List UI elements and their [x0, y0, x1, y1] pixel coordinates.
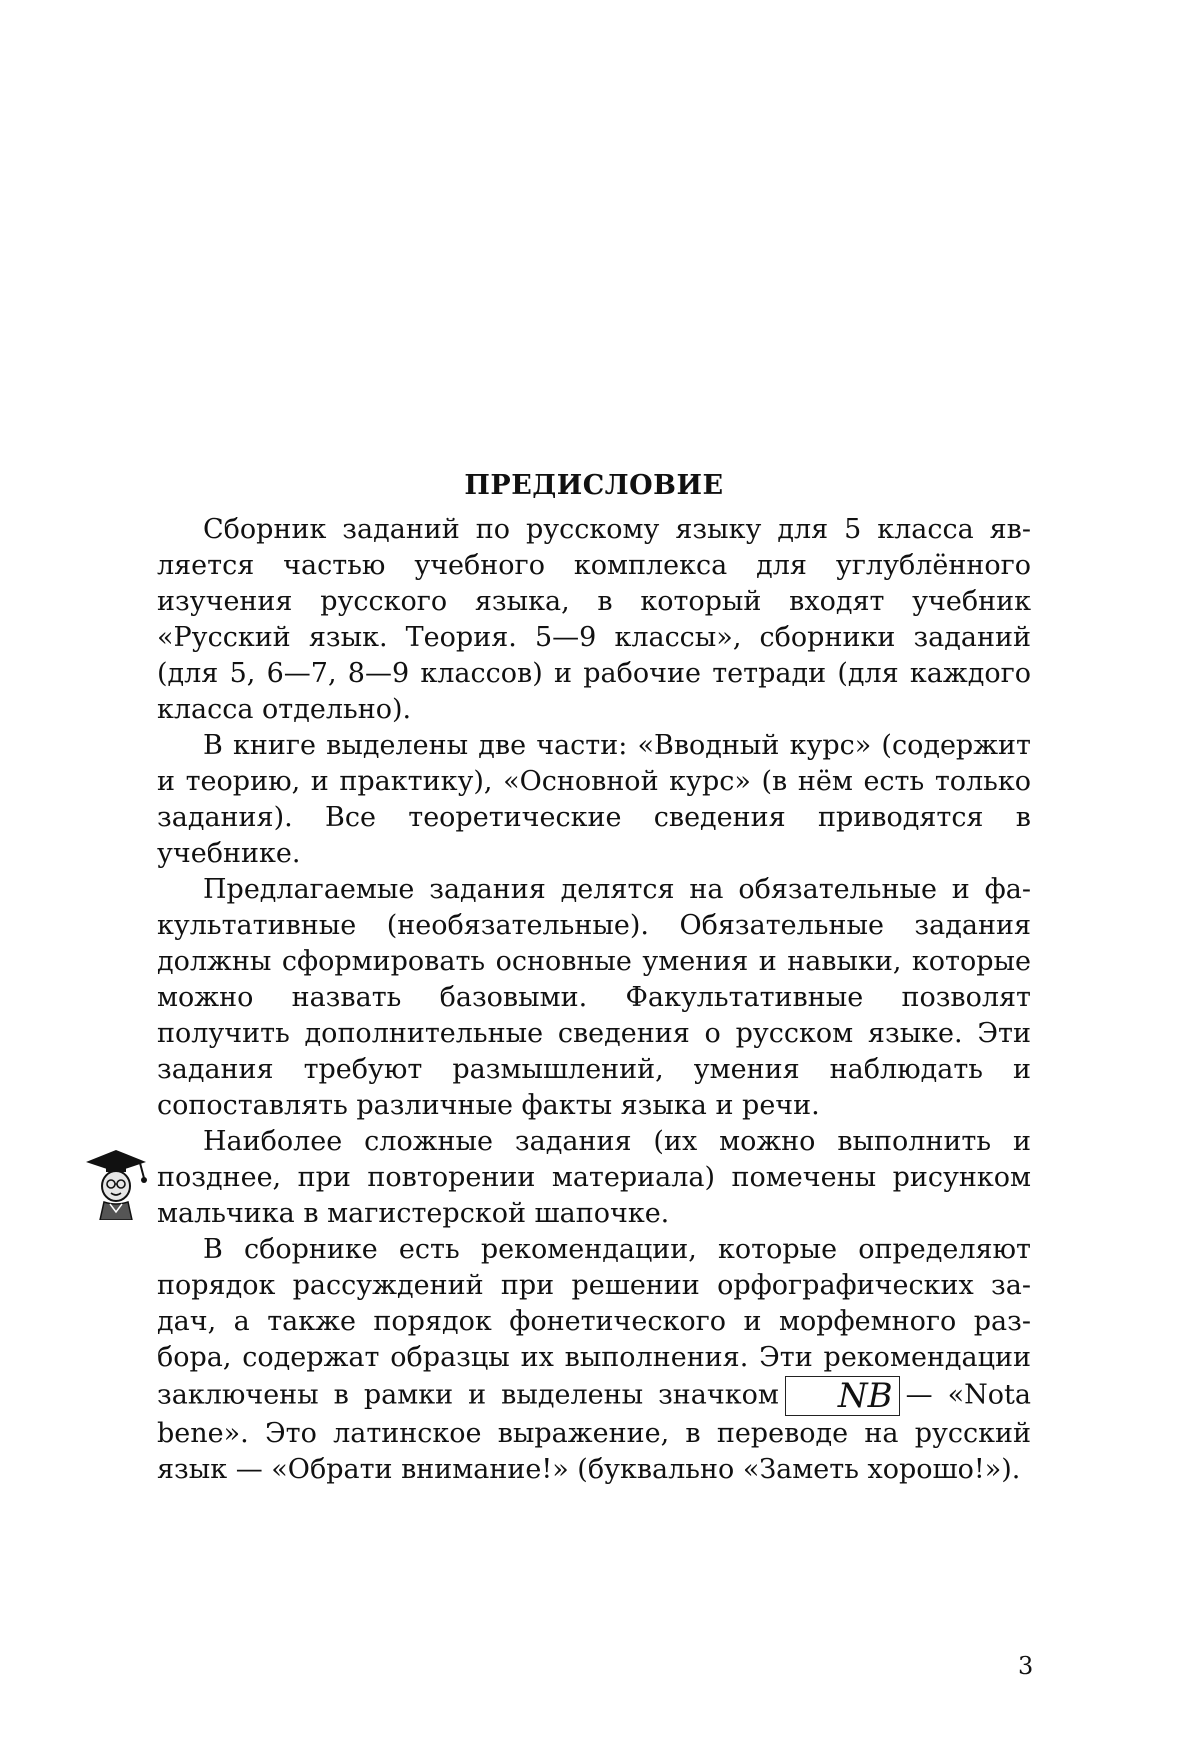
paragraph-4: Наиболее сложные задания (их можно выполнить и позднее, при повторении материала) помечены рисунком мальчика в магистерской шапочке. — [157, 1126, 1031, 1229]
boy-in-graduation-cap-icon — [80, 1140, 150, 1220]
paragraph-1: Сборник заданий по русскому языку для 5 класса является частью учебного комплекса для углублённого изучения русского языка, в который входят учебник «Русский язык. Теория. 5—9 классы», сборники заданий (для 5, 6—7, 8—9 классов) и рабочие тетради (для каждого класса отдельно). — [157, 514, 1031, 725]
nb-paragraph-after: — «Nota bene». Это латинское выражение, в переводе на русский язык — «Обрати внимание!» (буквально «Заметь хорошо!»). — [157, 1379, 1031, 1485]
nb-paragraph-before: В сборнике есть рекомендации, которые определяют порядок рассуждений при решении орфографических задач, а также порядок фонетического и морфемного разбора, содержат образцы их выполнения. Эти рекомендации заключены в рамки и выделены значком — [157, 1234, 1031, 1411]
paragraph-5 — [157, 1232, 1031, 1488]
preface-text-block — [157, 468, 1031, 1488]
page-number: 3 — [1018, 1652, 1034, 1680]
page-title: ПРЕДИСЛОВИЕ — [464, 470, 724, 501]
nota-bene-icon: NB — [785, 1376, 900, 1416]
paragraph-3: Предлагаемые задания делятся на обязательные и факультативные (необязательные). Обязательные задания должны сформировать основные умения и навыки, которые можно назвать базовыми. Факультативные позволят получить дополнительные сведения о русском языке. Эти задания требуют размышлений, умения наблюдать и сопоставлять различные факты языка и речи. — [157, 874, 1031, 1121]
paragraph-2: В книге выделены две части: «Вводный курс» (содержит и теорию, и практику), «Основной курс» (в нём есть только задания). Все теоретические сведения приводятся в учебнике. — [157, 730, 1031, 869]
